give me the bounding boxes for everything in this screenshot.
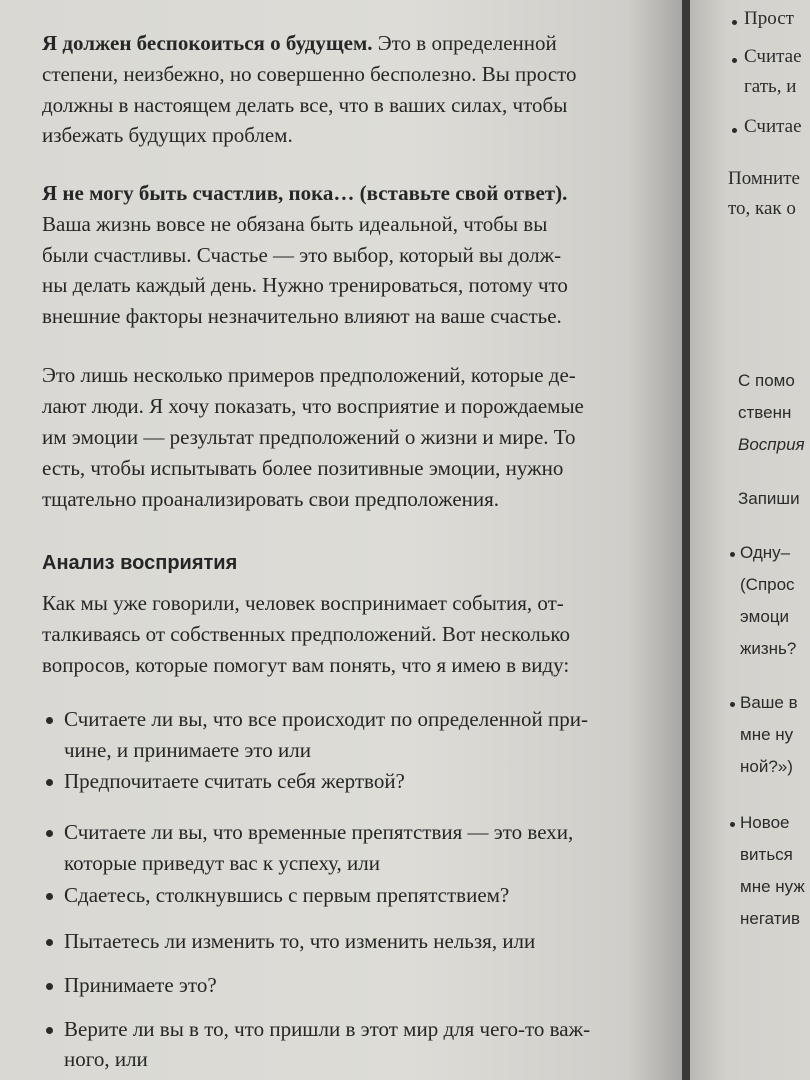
p2-line-5: внешние факторы незначительно влияют на ваше счастье. <box>42 304 562 328</box>
rp-a-line-1: С помо <box>738 371 795 390</box>
bullet-dot <box>46 1027 53 1034</box>
bullet-4-line-1: Сдаетесь, столкнувшись с первым препятствием? <box>64 883 510 907</box>
p4-line-3: вопросов, которые помогут вам понять, что я имею в виду: <box>42 653 570 677</box>
rp-para-line-2: то, как о <box>728 198 796 219</box>
p2-line-3: были счастливы. Счастье — это выбор, который вы долж- <box>42 243 562 267</box>
rp-bullet-2: Считае <box>744 46 802 67</box>
bullet-dot <box>730 822 735 827</box>
p3-line-3: им эмоции — результат предположений о жизни и мире. То <box>42 425 576 449</box>
bullet-dot <box>730 702 735 707</box>
p3-line-2: лают люди. Я хочу показать, что восприятие и порождаемые <box>42 394 584 418</box>
p1-line-2: степени, неизбежно, но совершенно бесполезно. Вы просто <box>42 62 577 86</box>
rp-b-line-2: (Спрос <box>740 575 795 594</box>
p2-line-2: Ваша жизнь вовсе не обязана быть идеальной, чтобы вы <box>42 212 548 236</box>
bullet-7-line-1: Верите ли вы в то, что пришли в этот мир для чего-то важ- <box>64 1017 591 1041</box>
p2-line-4: ны делать каждый день. Нужно тренироваться, потому что <box>42 273 568 297</box>
p2-bold-line: Я не могу быть счастлив, пока… (вставьте свой ответ). <box>42 181 568 205</box>
p1-line-4: избежать будущих проблем. <box>42 123 293 147</box>
bullet-dot <box>46 939 53 946</box>
p4-line-1: Как мы уже говорили, человек воспринимает события, от- <box>42 591 564 615</box>
bullet-1-line-1: Считаете ли вы, что все происходит по определенной при- <box>64 707 588 731</box>
rp-b-line-4: жизнь? <box>740 639 797 658</box>
rp-para-line-1: Помните <box>728 168 800 189</box>
p1-line-1-rest: Это в определенной <box>372 31 557 55</box>
p3-line-1: Это лишь несколько примеров предположений, которые де- <box>42 363 576 387</box>
p3-line-5: тщательно проанализировать свои предположения. <box>42 487 500 511</box>
bullet-3-line-2: которые приведут вас к успеху, или <box>64 851 381 875</box>
rp-d-line-2: виться <box>740 845 793 864</box>
rp-b-line-1: Одну– <box>740 543 791 562</box>
rp-bullet-3: Считае <box>744 116 802 137</box>
bullet-dot <box>732 20 737 25</box>
bullet-dot <box>46 830 53 837</box>
bullet-dot <box>46 893 53 900</box>
rp-d-line-1: Новое <box>740 813 790 832</box>
rp-bullet-1: Прост <box>744 8 794 29</box>
bullet-dot <box>46 779 53 786</box>
bullet-2-line-1: Предпочитаете считать себя жертвой? <box>64 769 405 793</box>
rp-write-line: Запиши <box>738 489 800 508</box>
rp-c-line-1: Ваше в <box>740 693 798 712</box>
rp-a-line-2: ственн <box>738 403 792 422</box>
bullet-dot <box>46 717 53 724</box>
rp-a-line-3: Восприя <box>738 435 805 454</box>
p4-line-2: талкиваясь от собственных предположений. Вот несколько <box>42 622 570 646</box>
bullet-3-line-1: Считаете ли вы, что временные препятствия — это вехи, <box>64 820 574 844</box>
rp-d-line-4: негатив <box>740 909 801 928</box>
bullet-dot <box>730 552 735 557</box>
bullet-5-line-1: Пытаетесь ли изменить то, что изменить нельзя, или <box>64 929 536 953</box>
p1-line-3: должны в настоящем делать все, что в ваших силах, чтобы <box>42 93 568 117</box>
p3-line-4: есть, чтобы испытывать более позитивные эмоции, нужно <box>42 456 564 480</box>
bullet-dot <box>46 983 53 990</box>
p1-line-1 <box>42 30 557 56</box>
bullet-1-line-2: чине, и принимаете это или <box>64 738 311 762</box>
right-page <box>690 0 810 1080</box>
rp-d-line-3: мне нуж <box>740 877 805 896</box>
rp-c-line-3: ной?») <box>740 757 793 776</box>
bullet-dot <box>732 58 737 63</box>
bullet-dot <box>732 128 737 133</box>
bullet-7-line-2: ного, или <box>64 1047 148 1071</box>
rp-bullet-2-cont: гать, и <box>744 76 797 97</box>
section-heading: Анализ восприятия <box>42 552 238 574</box>
p1-bold: Я должен беспокоиться о будущем. <box>42 31 373 55</box>
rp-b-line-3: эмоци <box>740 607 790 626</box>
bullet-6-line-1: Принимаете это? <box>64 973 217 997</box>
rp-c-line-2: мне ну <box>740 725 794 744</box>
